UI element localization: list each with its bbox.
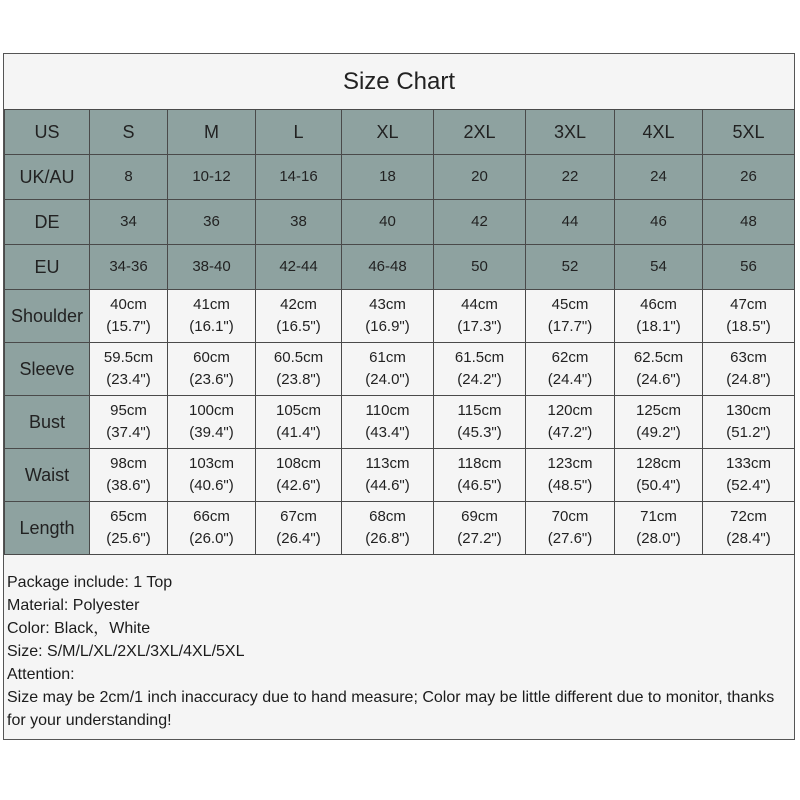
table-cell xyxy=(615,449,703,502)
table-cell: 40 xyxy=(342,200,434,245)
table-cell xyxy=(526,449,615,502)
inch-value: (23.8") xyxy=(276,371,321,388)
inch-value: (38.6") xyxy=(106,477,151,494)
table-cell xyxy=(168,396,256,449)
cm-value: 42cm xyxy=(280,296,317,313)
cm-value: 115cm xyxy=(457,402,502,419)
table-cell xyxy=(342,343,434,396)
inch-value: (24.6") xyxy=(636,371,681,388)
table-cell: 44 xyxy=(526,200,615,245)
cm-value: 47cm xyxy=(730,296,767,313)
table-cell xyxy=(526,343,615,396)
note-line: Size may be 2cm/1 inch inaccuracy due to hand measure; Color may be little different due to monitor, thanks for your understanding! xyxy=(7,689,775,729)
inch-value: (37.4") xyxy=(106,424,151,441)
inch-value: (18.5") xyxy=(726,318,771,335)
table-cell xyxy=(615,396,703,449)
table-cell xyxy=(90,449,168,502)
cm-value: 45cm xyxy=(551,296,589,313)
table-cell: 20 xyxy=(434,155,526,200)
cm-value: 40cm xyxy=(110,296,147,313)
inch-value: (26.4") xyxy=(276,530,321,547)
table-cell: 22 xyxy=(526,155,615,200)
inch-value: (25.6") xyxy=(106,530,151,547)
inch-value: (17.3") xyxy=(457,318,502,335)
cm-value: 100cm xyxy=(188,402,235,419)
inch-value: (27.6") xyxy=(547,530,593,547)
inch-value: (40.6") xyxy=(189,477,234,494)
size-header: 2XL xyxy=(434,110,526,155)
table-cell: 52 xyxy=(526,245,615,290)
inch-value: (48.5") xyxy=(547,477,593,494)
inch-value: (41.4") xyxy=(276,424,321,441)
cm-value: 62cm xyxy=(551,349,589,366)
cm-value: 133cm xyxy=(725,455,772,472)
table-cell xyxy=(168,502,256,555)
inch-value: (28.4") xyxy=(726,530,771,547)
inch-value: (18.1") xyxy=(636,318,681,335)
table-cell xyxy=(256,290,342,343)
cm-value: 103cm xyxy=(188,455,235,472)
inch-value: (24.0") xyxy=(365,371,410,388)
size-chart-frame xyxy=(3,53,795,740)
table-cell: 18 xyxy=(342,155,434,200)
inch-value: (50.4") xyxy=(636,477,681,494)
table-cell xyxy=(342,502,434,555)
size-header: 4XL xyxy=(615,110,703,155)
table-cell: 42-44 xyxy=(256,245,342,290)
inch-value: (16.9") xyxy=(365,318,410,335)
table-cell xyxy=(434,343,526,396)
cm-value: 98cm xyxy=(110,455,147,472)
chart-title: Size Chart xyxy=(342,67,456,95)
cm-value: 44cm xyxy=(461,296,498,313)
table-cell xyxy=(342,449,434,502)
cm-value: 123cm xyxy=(547,455,593,472)
inch-value: (39.4") xyxy=(189,424,234,441)
table-cell xyxy=(434,449,526,502)
conversion-row xyxy=(5,200,795,245)
cm-value: 43cm xyxy=(369,296,406,313)
cm-value: 118cm xyxy=(457,455,502,472)
table-cell xyxy=(168,290,256,343)
cm-value: 71cm xyxy=(640,508,677,525)
table-cell xyxy=(90,290,168,343)
cm-value: 69cm xyxy=(461,508,498,525)
size-header: 3XL xyxy=(526,110,615,155)
cm-value: 113cm xyxy=(365,455,410,472)
inch-value: (24.8") xyxy=(726,371,771,388)
table-cell xyxy=(90,502,168,555)
inch-value: (28.0") xyxy=(636,530,681,547)
table-cell xyxy=(703,343,795,396)
table-cell xyxy=(703,449,795,502)
table-cell xyxy=(168,343,256,396)
inch-value: (46.5") xyxy=(457,477,502,494)
cm-value: 66cm xyxy=(193,508,230,525)
size-header: L xyxy=(256,110,342,155)
inch-value: (26.0") xyxy=(189,530,234,547)
inch-value: (43.4") xyxy=(365,424,410,441)
inch-value: (47.2") xyxy=(547,424,593,441)
size-header: M xyxy=(168,110,256,155)
table-cell xyxy=(615,290,703,343)
cm-value: 46cm xyxy=(640,296,677,313)
cm-value: 67cm xyxy=(280,508,317,525)
table-cell: 54 xyxy=(615,245,703,290)
cm-value: 128cm xyxy=(635,455,682,472)
table-cell xyxy=(256,449,342,502)
cm-value: 62.5cm xyxy=(633,349,684,366)
note-line: Size: S/M/L/XL/2XL/3XL/4XL/5XL xyxy=(7,643,245,660)
inch-value: (15.7") xyxy=(106,318,151,335)
table-cell xyxy=(434,290,526,343)
inch-value: (52.4") xyxy=(726,477,771,494)
table-cell xyxy=(342,290,434,343)
table-cell: 56 xyxy=(703,245,795,290)
row-label: US xyxy=(5,110,90,155)
cm-value: 68cm xyxy=(369,508,406,525)
table-cell xyxy=(615,343,703,396)
table-cell xyxy=(526,290,615,343)
cm-value: 108cm xyxy=(275,455,322,472)
table-cell xyxy=(703,290,795,343)
inch-value: (16.1") xyxy=(189,318,234,335)
row-label: Waist xyxy=(5,449,90,502)
table-cell xyxy=(168,449,256,502)
measurement-row xyxy=(5,290,795,343)
inch-value: (24.2") xyxy=(457,371,502,388)
row-label: DE xyxy=(5,200,90,245)
inch-value: (23.4") xyxy=(106,371,151,388)
row-label: Length xyxy=(5,502,90,555)
note-line: Color: Black，White xyxy=(7,620,151,637)
inch-value: (44.6") xyxy=(365,477,410,494)
measurement-row xyxy=(5,502,795,555)
cm-value: 110cm xyxy=(365,402,410,419)
table-cell xyxy=(703,396,795,449)
table-cell xyxy=(703,502,795,555)
table-cell xyxy=(90,343,168,396)
cm-value: 59.5cm xyxy=(103,349,154,366)
table-cell: 36 xyxy=(168,200,256,245)
row-label: Sleeve xyxy=(5,343,90,396)
product-notes xyxy=(7,571,787,732)
table-cell: 10-12 xyxy=(168,155,256,200)
conversion-row xyxy=(5,245,795,290)
inch-value: (17.7") xyxy=(547,318,593,335)
table-cell: 46 xyxy=(615,200,703,245)
table-cell xyxy=(256,502,342,555)
table-body xyxy=(5,110,795,555)
table-cell: 48 xyxy=(703,200,795,245)
table-cell: 24 xyxy=(615,155,703,200)
cm-value: 125cm xyxy=(635,402,682,419)
cm-value: 60cm xyxy=(193,349,230,366)
note-line: Attention: xyxy=(7,666,75,683)
cm-value: 70cm xyxy=(551,508,589,525)
inch-value: (49.2") xyxy=(636,424,681,441)
table-cell: 34 xyxy=(90,200,168,245)
row-label: EU xyxy=(5,245,90,290)
measurement-row xyxy=(5,396,795,449)
inch-value: (42.6") xyxy=(276,477,321,494)
table-cell: 46-48 xyxy=(342,245,434,290)
table-cell xyxy=(256,396,342,449)
table-cell: 42 xyxy=(434,200,526,245)
size-header: XL xyxy=(342,110,434,155)
cm-value: 120cm xyxy=(547,402,593,419)
measurement-row xyxy=(5,449,795,502)
note-line: Material: Polyester xyxy=(7,597,140,614)
measurement-row xyxy=(5,343,795,396)
row-label: Bust xyxy=(5,396,90,449)
conversion-row xyxy=(5,155,795,200)
cm-value: 41cm xyxy=(193,296,230,313)
table-cell xyxy=(342,396,434,449)
inch-value: (26.8") xyxy=(365,530,410,547)
inch-value: (51.2") xyxy=(726,424,771,441)
table-cell xyxy=(256,343,342,396)
table-cell: 8 xyxy=(90,155,168,200)
cm-value: 61.5cm xyxy=(454,349,505,366)
cm-value: 60.5cm xyxy=(273,349,324,366)
cm-value: 95cm xyxy=(110,402,147,419)
table-cell xyxy=(90,396,168,449)
cm-value: 61cm xyxy=(369,349,406,366)
size-table xyxy=(4,109,795,555)
table-cell: 26 xyxy=(703,155,795,200)
row-label: UK/AU xyxy=(5,155,90,200)
table-cell: 38-40 xyxy=(168,245,256,290)
inch-value: (27.2") xyxy=(457,530,502,547)
table-cell: 14-16 xyxy=(256,155,342,200)
table-cell: 34-36 xyxy=(90,245,168,290)
cm-value: 72cm xyxy=(730,508,767,525)
row-label: Shoulder xyxy=(5,290,90,343)
size-header: 5XL xyxy=(703,110,795,155)
header-row xyxy=(5,110,795,155)
table-cell xyxy=(615,502,703,555)
table-cell xyxy=(434,396,526,449)
cm-value: 65cm xyxy=(110,508,147,525)
table-cell: 38 xyxy=(256,200,342,245)
table-cell xyxy=(526,396,615,449)
table-cell xyxy=(526,502,615,555)
cm-value: 130cm xyxy=(725,402,772,419)
table-cell xyxy=(434,502,526,555)
table-cell: 50 xyxy=(434,245,526,290)
inch-value: (45.3") xyxy=(457,424,502,441)
note-line: Package include: 1 Top xyxy=(7,574,173,591)
cm-value: 105cm xyxy=(275,402,322,419)
inch-value: (23.6") xyxy=(189,371,234,388)
inch-value: (24.4") xyxy=(547,371,593,388)
inch-value: (16.5") xyxy=(276,318,321,335)
size-header: S xyxy=(90,110,168,155)
cm-value: 63cm xyxy=(730,349,767,366)
